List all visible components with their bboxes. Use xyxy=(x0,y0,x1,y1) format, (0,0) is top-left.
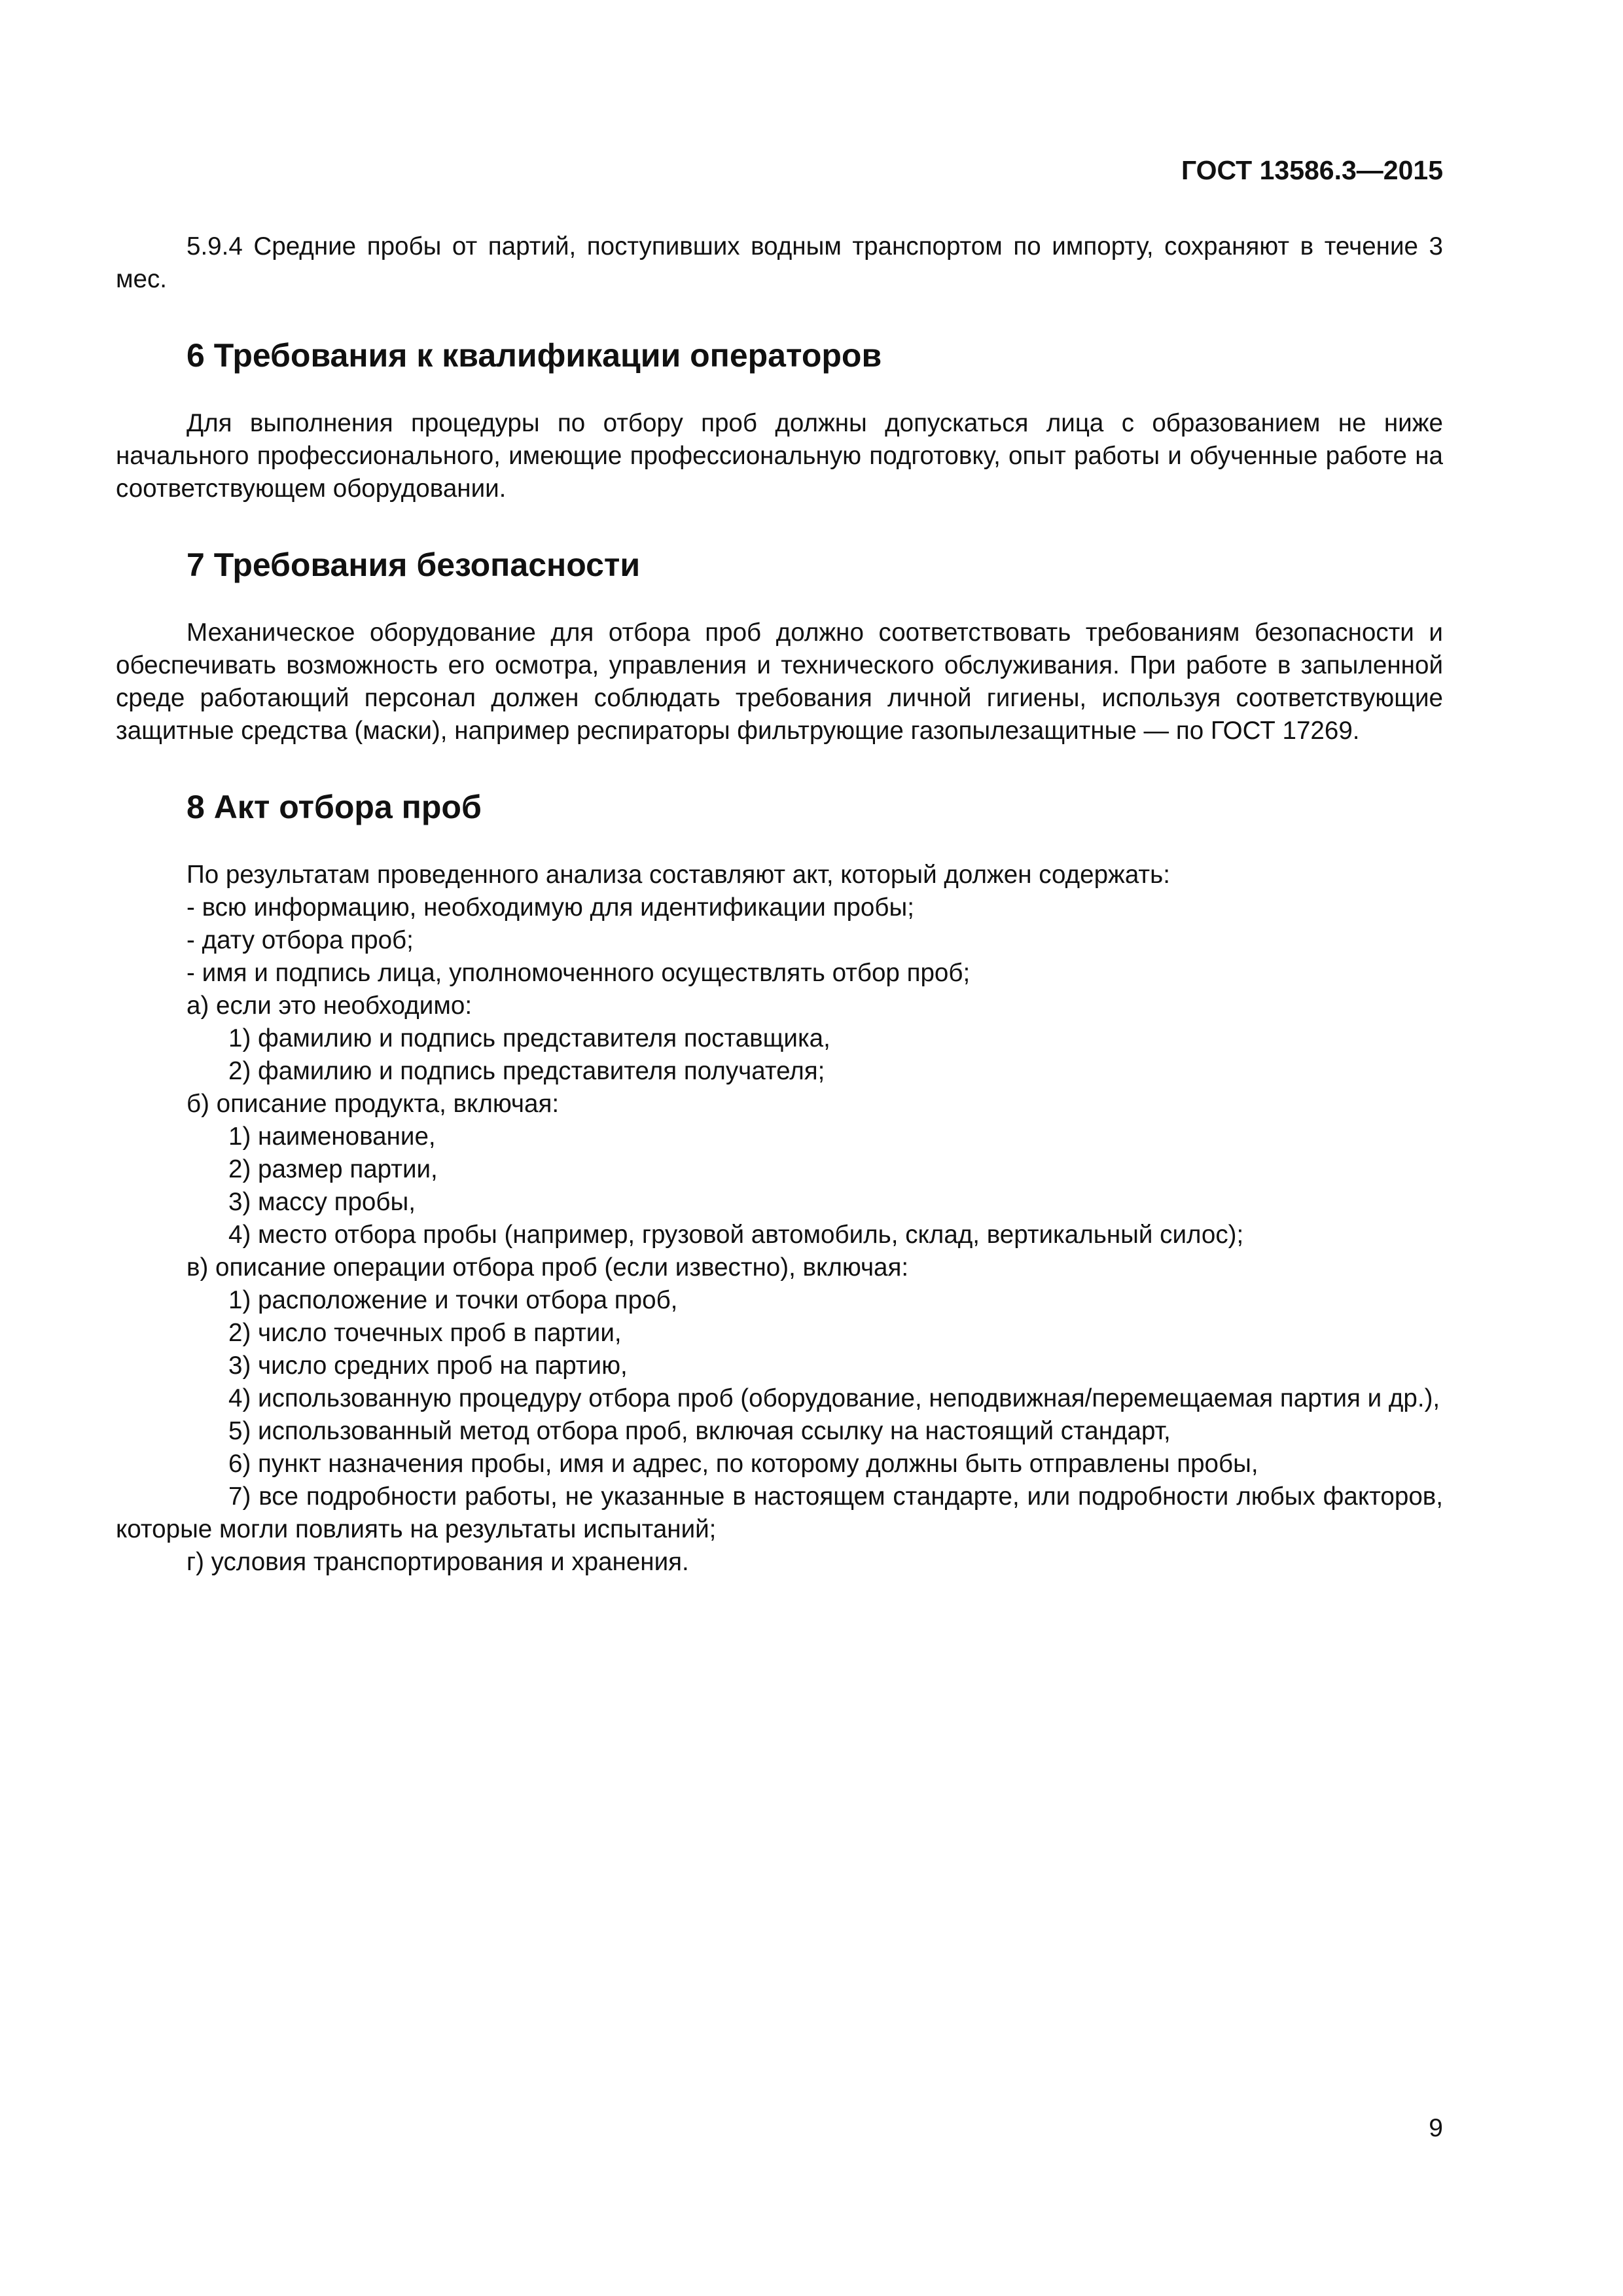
list-item: - дату отбора проб; xyxy=(187,926,414,954)
list-item: - всю информацию, необходимую для идентификации пробы; xyxy=(187,893,914,922)
document-header: ГОСТ 13586.3—2015 xyxy=(1181,155,1443,185)
list-item: 4) использованную процедуру отбора проб (оборудование, неподвижная/перемещаемая партия и др.), xyxy=(228,1384,1440,1412)
section-8-list xyxy=(116,859,1443,1579)
list-item: 6) пункт назначения пробы, имя и адрес, по которому должны быть отправлены пробы, xyxy=(228,1450,1258,1478)
list-item: - имя и подпись лица, уполномоченного осуществлять отбор проб; xyxy=(187,959,971,987)
list-item: 1) наименование, xyxy=(228,1122,436,1151)
section-7-text: Механическое оборудование для отбора проб должно соответствовать требованиям безопасности и обеспечивать возможность его осмотра, управления и технического обслуживания. При работе в запыленной среде работающий персонал должен соблюдать требования личной гигиены, используя соответствующие защитные средства (маски), например респираторы фильтрующие газопылезащитные — по ГОСТ 17269. xyxy=(116,619,1443,745)
list-item-b: б) описание продукта, включая: xyxy=(187,1090,560,1118)
list-item: 7) все подробности работы, не указанные в настоящем стандарте, или подробности любых факторов, которые могли повлиять на результаты испытаний; xyxy=(116,1482,1443,1543)
page-number: 9 xyxy=(1429,2114,1443,2142)
list-item-g: г) условия транспортирования и хранения. xyxy=(187,1548,689,1576)
list-item: 1) расположение и точки отбора проб, xyxy=(228,1286,678,1314)
list-item: 3) массу пробы, xyxy=(228,1188,416,1216)
list-item: 2) число точечных проб в партии, xyxy=(228,1319,622,1347)
list-item: 2) размер партии, xyxy=(228,1155,438,1183)
section-8-title: 8 Акт отбора проб xyxy=(187,789,482,825)
section-6-title: 6 Требования к квалификации операторов xyxy=(187,337,882,374)
paragraph-5-9-4: 5.9.4 Средние пробы от партий, поступивших водным транспортом по импорту, сохраняют в течение 3 мес. xyxy=(116,232,1443,293)
page-content xyxy=(116,230,1443,1579)
list-item: 1) фамилию и подпись представителя поставщика, xyxy=(228,1024,830,1052)
section-8-intro: По результатам проведенного анализа составляют акт, который должен содержать: xyxy=(187,861,1170,889)
section-6-text: Для выполнения процедуры по отбору проб должны допускаться лица с образованием не ниже начального профессионального, имеющие профессиональную подготовку, опыт работы и обученные работе на соответствующем оборудовании. xyxy=(116,409,1443,503)
list-item: 2) фамилию и подпись представителя получателя; xyxy=(228,1057,825,1085)
section-7-title: 7 Требования безопасности xyxy=(187,547,641,583)
list-item: 3) число средних проб на партию, xyxy=(228,1352,628,1380)
list-item-v: в) описание операции отбора проб (если известно), включая: xyxy=(187,1253,909,1282)
list-item-a: а) если это необходимо: xyxy=(187,992,473,1020)
list-item: 5) использованный метод отбора проб, включая ссылку на настоящий стандарт, xyxy=(228,1417,1171,1445)
list-item: 4) место отбора пробы (например, грузовой автомобиль, склад, вертикальный силос); xyxy=(228,1221,1244,1249)
